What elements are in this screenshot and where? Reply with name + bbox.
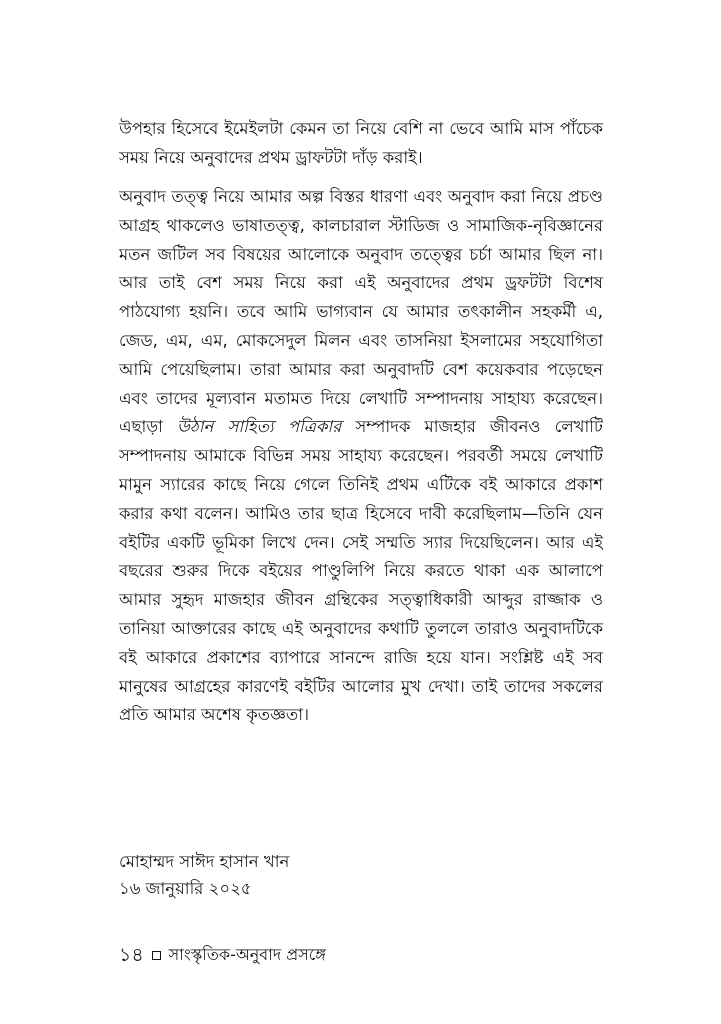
paragraph-2-part-2: সম্পাদক মাজহার জীবনও লেখাটি সম্পাদনায় আমাকে বিভিন্ন সময় সাহায্য করেছেন। পরবর্তী সময়ে লেখাটি মামুন স্যারের কাছে নিয়ে গেলে তিনিই প্রথম এটিকে বই আকারে প্রকাশ করার কথা বলেন। আমিও তার ছাত্র হিসেবে দাবী করেছিলাম—তিনি যেন বইটির একটি ভূমিকা লিখে দেন। সেই সম্মতি স্যার দিয়েছিলেন। আর এই বছরের শুরুর দিকে বইয়ের পাণ্ডুলিপি নিয়ে করতে থাকা এক আলাপে আমার সুহৃদ মাজহার জীবন গ্রন্থিকের সত্ত্বাধিকারী আব্দুর রাজ্জাক ও তানিয়া আক্তারের কাছে এই অনুবাদের কথাটি তুললে তারাও অনুবাদটিকে বই আকারে প্রকাশের ব্যাপারে সানন্দে রাজি হয়ে যান। সংশ্লিষ্ট এই সব মানুষের আগ্রহের কারণেই বইটির আলোর মুখ দেখা। তাই তাদের সকলের প্রতি আমার অশেষ কৃতজ্ঞতা।: [119, 417, 604, 725]
page-number: ১৪: [119, 944, 144, 966]
author-name: মোহাম্মদ সাঈদ হাসান খান: [119, 852, 290, 871]
paragraph-2: [119, 183, 603, 730]
magazine-title-italic: উঠান সাহিত্য পত্রিকার: [177, 417, 342, 437]
paragraph-1: উপহার হিসেবে ইমেইলটা কেমন তা নিয়ে বেশি না ভেবে আমি মাস পাঁচেক সময় নিয়ে অনুবাদের প্রথম ড্রাফটটা দাঁড় করাই।: [119, 119, 603, 167]
running-title: সাংস্কৃতিক-অনুবাদ প্রসঙ্গে: [168, 945, 326, 964]
signature-date: ১৬ জানুয়ারি ২০২৫: [119, 879, 252, 898]
paragraph-2-part-1: অনুবাদ তত্ত্ব নিয়ে আমার অল্প বিস্তর ধারণা এবং অনুবাদ করা নিয়ে প্রচণ্ড আগ্রহ থাকলেও ভাষাতত্ত্ব, কালচারাল স্টাডিজ ও সামাজিক-নৃবিজ্ঞানের মতন জটিল সব বিষয়ের আলোকে অনুবাদ তত্ত্বের চর্চা আমার ছিল না। আর তাই বেশ সময় নিয়ে করা এই অনুবাদের প্রথম ড্রফটটা বিশেষ পাঠযোগ্য হয়নি। তবে আমি ভাগ্যবান যে আমার তৎকালীন সহকর্মী এ, জেড, এম, এম, মোকসেদুল মিলন এবং তাসনিয়া ইসলামের সহযোগিতা আমি পেয়েছিলাম। তারা আমার করা অনুবাদটি বেশ কয়েকবার পড়েছেন এবং তাদের মূল্যবান মতামত দিয়ে লেখাটি সম্পাদনায় সাহায্য করেছেন। এছাড়া: [119, 187, 603, 437]
paragraph-2-block: [119, 183, 603, 730]
page-footer: [119, 943, 326, 967]
paragraph-1-block: [119, 115, 603, 173]
signature-block: [119, 848, 289, 902]
square-icon: [152, 951, 161, 960]
